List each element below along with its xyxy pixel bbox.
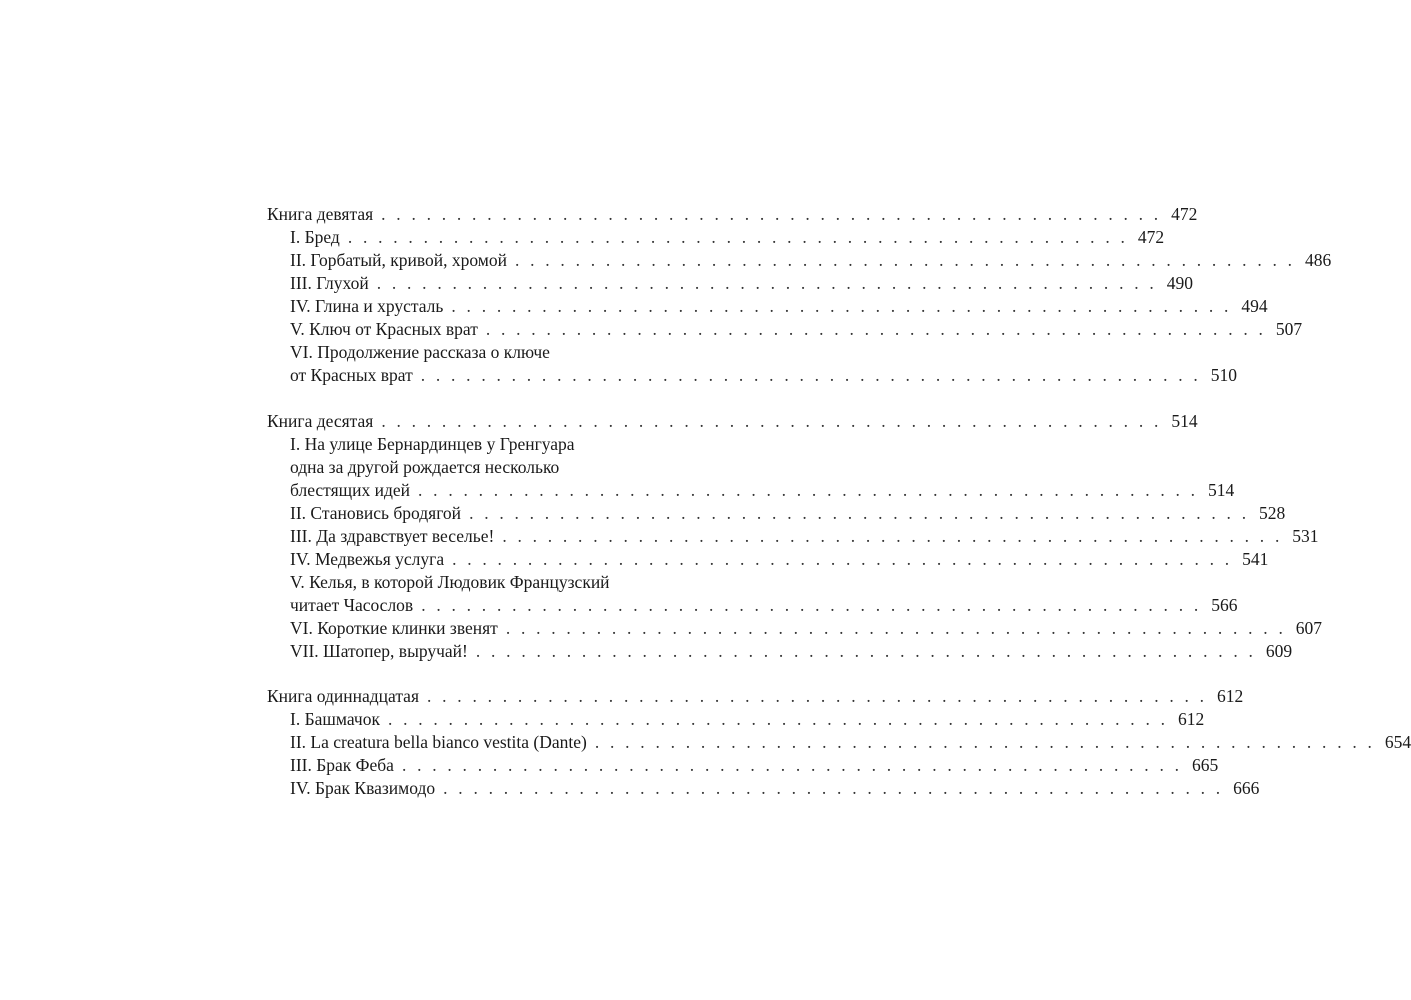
page-number: 486	[1304, 250, 1332, 270]
chapter-entry	[267, 708, 1205, 731]
chapter-title: IV. Брак Квазимодо	[290, 778, 436, 798]
dot-leader: . . . . . . . . . . . . . . . . . . . . . . . . . . . . . . . . . . . . . . . . . . . . . . . . . . . .	[427, 686, 1208, 706]
dot-leader: . . . . . . . . . . . . . . . . . . . . . . . . . . . . . . . . . . . . . . . . . . . . . . . . . . . .	[514, 250, 1296, 270]
chapter-entry	[267, 731, 1411, 754]
dot-leader: . . . . . . . . . . . . . . . . . . . . . . . . . . . . . . . . . . . . . . . . . . . . . . . . . . . .	[418, 479, 1199, 500]
dot-leader: . . . . . . . . . . . . . . . . . . . . . . . . . . . . . . . . . . . . . . . . . . . . . . . . . . . .	[376, 273, 1157, 293]
page-number: 612	[1177, 709, 1205, 729]
chapter-line	[267, 479, 1235, 502]
table-of-contents	[267, 203, 1411, 800]
chapter-entry	[267, 249, 1332, 272]
page-number: 665	[1191, 755, 1219, 775]
chapter-title: V. Ключ от Красных врат	[290, 319, 478, 339]
book-title: Книга десятая	[267, 410, 374, 431]
chapter-title: II. Горбатый, кривой, хромой	[290, 250, 507, 270]
dot-leader: . . . . . . . . . . . . . . . . . . . . . . . . . . . . . . . . . . . . . . . . . . . . . . . . . . . .	[451, 296, 1232, 316]
chapter-line	[267, 249, 1332, 272]
page-number: 490	[1166, 273, 1193, 293]
chapter-line	[267, 433, 733, 456]
chapter-line	[267, 295, 1268, 318]
page-number: 472	[1171, 204, 1198, 224]
chapter-line	[267, 318, 1303, 341]
page-number: 666	[1233, 778, 1260, 798]
dot-leader: . . . . . . . . . . . . . . . . . . . . . . . . . . . . . . . . . . . . . . . . . . . . . . . . . . . .	[475, 640, 1257, 661]
dot-leader: . . . . . . . . . . . . . . . . . . . . . . . . . . . . . . . . . . . . . . . . . . . . . . . . . . . .	[401, 755, 1183, 775]
chapter-title: читает Часослов	[290, 594, 414, 615]
chapter-line	[267, 456, 733, 479]
dot-leader: . . . . . . . . . . . . . . . . . . . . . . . . . . . . . . . . . . . . . . . . . . . . . . . . . . . .	[381, 410, 1162, 431]
chapter-entry	[267, 341, 1237, 387]
dot-leader: . . . . . . . . . . . . . . . . . . . . . . . . . . . . . . . . . . . . . . . . . . . . . . . . . . . .	[381, 204, 1162, 224]
chapter-entry	[267, 548, 1269, 571]
book-section	[267, 685, 1411, 800]
chapter-title: VI. Продолжение рассказа о ключе	[290, 342, 550, 362]
chapter-title: V. Келья, в которой Людовик Французский	[290, 571, 610, 592]
book-section	[267, 203, 1332, 387]
chapter-entry	[267, 777, 1260, 800]
chapter-title: II. Становись бродягой	[290, 502, 462, 523]
dot-leader: . . . . . . . . . . . . . . . . . . . . . . . . . . . . . . . . . . . . . . . . . . . . . . . . . . . .	[485, 319, 1267, 339]
chapter-title: I. На улице Бернардинцев у Гренгуара	[290, 433, 575, 454]
chapter-entry	[267, 617, 1323, 640]
dot-leader: . . . . . . . . . . . . . . . . . . . . . . . . . . . . . . . . . . . . . . . . . . . . . . . . . . . .	[452, 548, 1233, 569]
chapter-line	[267, 708, 1205, 731]
dot-leader: . . . . . . . . . . . . . . . . . . . . . . . . . . . . . . . . . . . . . . . . . . . . . . . . . . . .	[594, 732, 1376, 752]
chapter-line	[267, 617, 1323, 640]
chapter-entry	[267, 318, 1303, 341]
chapter-entry	[267, 525, 1319, 548]
chapter-line	[267, 754, 1219, 777]
page-number: 612	[1216, 686, 1244, 706]
chapter-title: IV. Глина и хрусталь	[290, 296, 444, 316]
chapter-line	[267, 548, 1269, 571]
chapter-title: VII. Шатопер, выручай!	[290, 640, 468, 661]
page-number: 531	[1292, 525, 1319, 546]
dot-leader: . . . . . . . . . . . . . . . . . . . . . . . . . . . . . . . . . . . . . . . . . . . . . . . . . . . .	[347, 227, 1129, 247]
chapter-line	[267, 525, 1319, 548]
chapter-entry	[267, 433, 1235, 502]
chapter-entry	[267, 272, 1193, 295]
page-number: 528	[1259, 502, 1286, 523]
chapter-line	[267, 341, 733, 364]
chapter-entry	[267, 226, 1165, 249]
book-line	[267, 685, 1244, 708]
chapter-entry	[267, 295, 1268, 318]
chapter-line	[267, 571, 733, 594]
chapter-line	[267, 364, 1237, 387]
book-section	[267, 410, 1323, 663]
page-number: 607	[1295, 617, 1323, 638]
dot-leader: . . . . . . . . . . . . . . . . . . . . . . . . . . . . . . . . . . . . . . . . . . . . . . . . . . . .	[469, 502, 1250, 523]
chapter-title: I. Бред	[290, 227, 340, 247]
chapter-line	[267, 731, 1411, 754]
chapter-title: блестящих идей	[290, 479, 411, 500]
chapter-line	[267, 502, 1286, 525]
dot-leader: . . . . . . . . . . . . . . . . . . . . . . . . . . . . . . . . . . . . . . . . . . . . . . . . . . . .	[387, 709, 1169, 729]
chapter-title: I. Башмачок	[290, 709, 380, 729]
chapter-line	[267, 226, 1165, 249]
chapter-title: III. Брак Феба	[290, 755, 394, 775]
page-number: 654	[1384, 732, 1411, 752]
dot-leader: . . . . . . . . . . . . . . . . . . . . . . . . . . . . . . . . . . . . . . . . . . . . . . . . . . . .	[420, 365, 1201, 385]
dot-leader: . . . . . . . . . . . . . . . . . . . . . . . . . . . . . . . . . . . . . . . . . . . . . . . . . . . .	[421, 594, 1202, 615]
dot-leader: . . . . . . . . . . . . . . . . . . . . . . . . . . . . . . . . . . . . . . . . . . . . . . . . . . . .	[443, 778, 1224, 798]
chapter-line	[267, 594, 1238, 617]
page-number: 566	[1211, 594, 1238, 615]
book-title: Книга девятая	[267, 204, 374, 224]
chapter-title: III. Глухой	[290, 273, 369, 293]
chapter-entry	[267, 571, 1238, 617]
book-title: Книга одиннадцатая	[267, 686, 419, 706]
chapter-entry	[267, 640, 1293, 663]
chapter-line	[267, 272, 1193, 295]
page-number: 507	[1275, 319, 1303, 339]
dot-leader: . . . . . . . . . . . . . . . . . . . . . . . . . . . . . . . . . . . . . . . . . . . . . . . . . . . .	[502, 525, 1283, 546]
book-line	[267, 410, 1198, 433]
chapter-title: II. La creatura bella bianco vestita (Dante)	[290, 732, 587, 752]
page-number: 609	[1265, 640, 1293, 661]
page-number: 514	[1208, 479, 1235, 500]
chapter-title: III. Да здравствует веселье!	[290, 525, 495, 546]
chapter-line	[267, 640, 1293, 663]
page-number: 494	[1241, 296, 1268, 316]
page-number: 510	[1210, 365, 1237, 385]
chapter-title: VI. Короткие клинки звенят	[290, 617, 498, 638]
book-line	[267, 203, 1198, 226]
chapter-entry	[267, 754, 1219, 777]
chapter-title: IV. Медвежья услуга	[290, 548, 445, 569]
chapter-line	[267, 777, 1260, 800]
page-number: 514	[1171, 410, 1198, 431]
chapter-entry	[267, 502, 1286, 525]
dot-leader: . . . . . . . . . . . . . . . . . . . . . . . . . . . . . . . . . . . . . . . . . . . . . . . . . . . .	[505, 617, 1287, 638]
page-number: 472	[1137, 227, 1165, 247]
page-number: 541	[1242, 548, 1269, 569]
chapter-title: от Красных врат	[290, 365, 413, 385]
chapter-title: одна за другой рождается несколько	[290, 456, 560, 477]
